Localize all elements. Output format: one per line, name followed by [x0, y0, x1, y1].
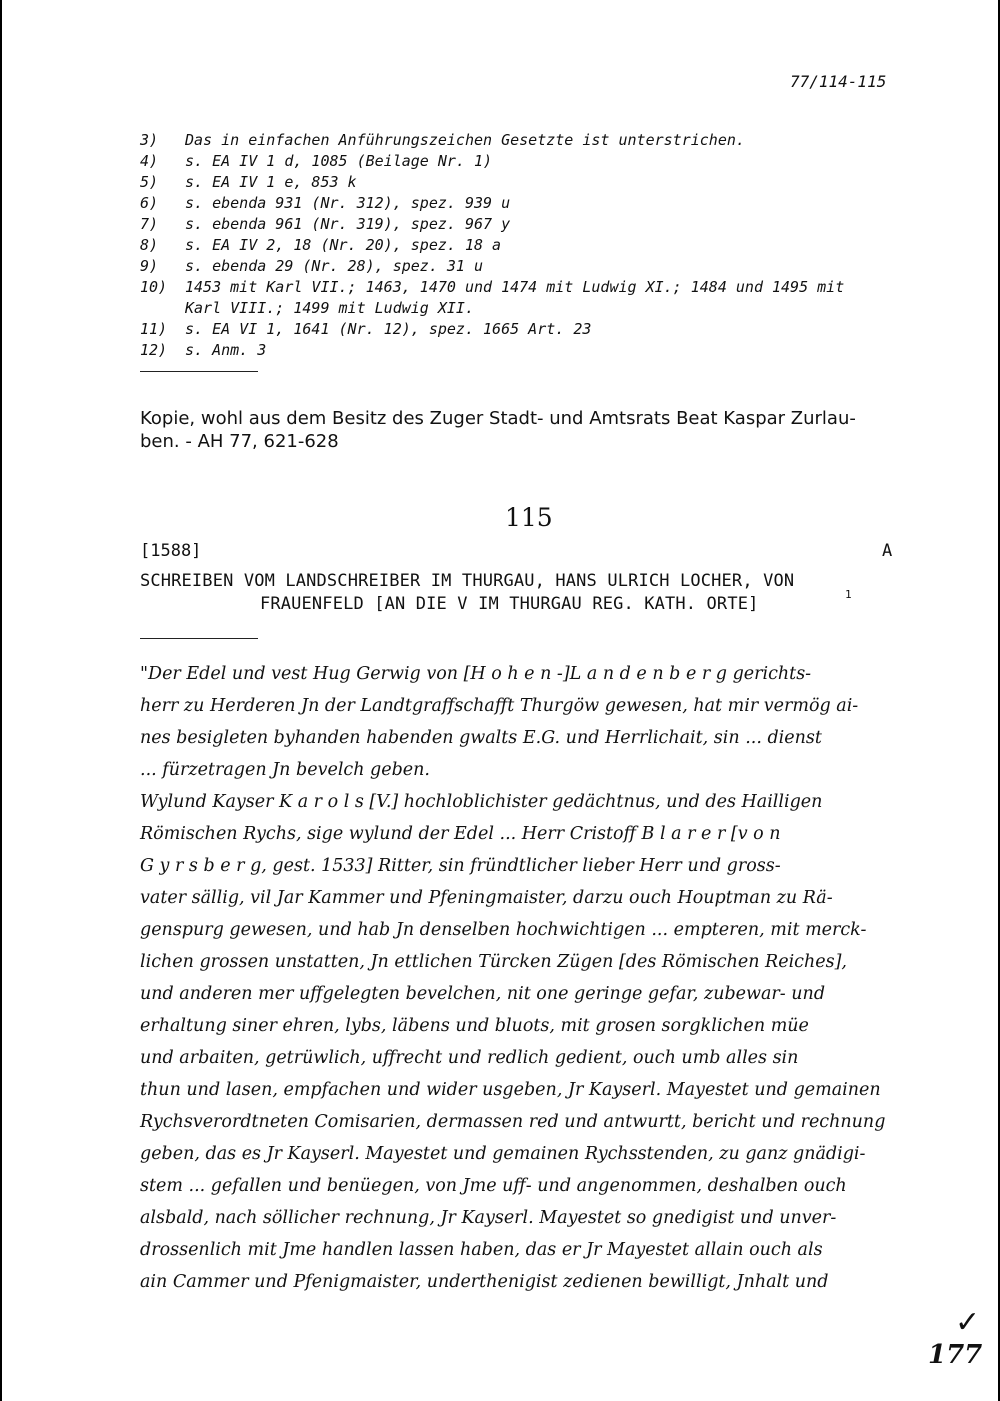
- source-note-line-2: ben. - AH 77, 621-628: [140, 431, 339, 452]
- body-line: geben, das es Jr Kayserl. Mayestet und gemainen Rychsstenden, zu ganz gnädigi-: [140, 1144, 866, 1164]
- footnote-line: [140, 278, 844, 296]
- body-line: alsbald, nach söllicher rechnung, Jr Kayserl. Mayestet so gnedigist und unver-: [140, 1208, 837, 1228]
- footnote-number: 11): [140, 320, 168, 338]
- body-line: vater sällig, vil Jar Kammer und Pfeningmaister, darzu ouch Houptman zu Rä-: [140, 888, 833, 908]
- body-line: ... fürzetragen Jn bevelch geben.: [140, 760, 430, 780]
- body-line: drossenlich mit Jme handlen lassen haben, das er Jr Mayestet allain ouch als: [140, 1240, 823, 1260]
- footnote-text: s. EA VI 1, 1641 (Nr. 12), spez. 1665 Art. 23: [185, 320, 592, 338]
- footnote-line: [140, 194, 510, 212]
- footnote-text: Karl VIII.; 1499 mit Ludwig XII.: [185, 299, 474, 317]
- footnote-number: 5): [140, 173, 159, 191]
- footnote-text: s. EA IV 2, 18 (Nr. 20), spez. 18 a: [185, 236, 502, 254]
- body-line: Rychsverordtneten Comisarien, dermassen red und antwurtt, bericht und rechnung: [140, 1112, 886, 1132]
- footnote-line: [140, 215, 510, 233]
- body-line: erhaltung siner ehren, lybs, läbens und bluots, mit grosen sorgklichen müe: [140, 1016, 809, 1036]
- version-letter: A: [882, 541, 893, 561]
- document-number: 115: [505, 503, 553, 532]
- footnote-line: [140, 173, 357, 191]
- footnote-number: 4): [140, 152, 159, 170]
- heading-footnote-ref: 1: [845, 588, 852, 601]
- body-line: thun und lasen, empfachen und wider usgeben, Jr Kayserl. Mayestet und gemainen: [140, 1080, 881, 1100]
- body-line: lichen grossen unstatten, Jn ettlichen Türcken Zügen [des Römischen Reiches],: [140, 952, 847, 972]
- footnote-text: s. ebenda 931 (Nr. 312), spez. 939 u: [185, 194, 511, 212]
- body-line: Römischen Rychs, sige wylund der Edel ... Herr Cristoff B l a r e r [v o n: [140, 824, 781, 844]
- archive-stamp-number: 177: [928, 1340, 983, 1370]
- footnote-text: s. EA IV 1 e, 853 k: [185, 173, 357, 191]
- body-line: ain Cammer und Pfenigmaister, underthenigist zedienen bewilligt, Jnhalt und: [140, 1272, 829, 1292]
- body-line: stem ... gefallen und benüegen, von Jme uff- und angenommen, deshalben ouch: [140, 1176, 847, 1196]
- footnote-line: [140, 299, 474, 317]
- body-line: "Der Edel und vest Hug Gerwig von [H o h e n -]L a n d e n b e r g gerichts-: [140, 664, 812, 684]
- footnote-line: [140, 236, 501, 254]
- footnote-text: s. ebenda 29 (Nr. 28), spez. 31 u: [185, 257, 484, 275]
- margin-checkmark: ✓: [955, 1305, 981, 1340]
- footnote-line: [140, 131, 745, 149]
- footnote-text: 1453 mit Karl VII.; 1463, 1470 und 1474 mit Ludwig XI.; 1484 und 1495 mit: [185, 278, 845, 296]
- footnote-number: 10): [140, 278, 168, 296]
- footnote-text: s. ebenda 961 (Nr. 319), spez. 967 y: [185, 215, 511, 233]
- footnote-number: 7): [140, 215, 159, 233]
- footnote-text: Das in einfachen Anführungszeichen Gesetzte ist unterstrichen.: [185, 131, 745, 149]
- footnote-number: 8): [140, 236, 159, 254]
- heading-line-2: FRAUENFELD [AN DIE V IM THURGAU REG. KATH. ORTE]: [260, 594, 759, 614]
- body-line: herr zu Herderen Jn der Landtgraffschafft Thurgöw gewesen, hat mir vermög ai-: [140, 696, 859, 716]
- date: [1588]: [140, 541, 202, 561]
- footnote-line: [140, 341, 266, 359]
- footnote-text: s. EA IV 1 d, 1085 (Beilage Nr. 1): [185, 152, 493, 170]
- footnote-line: [140, 152, 492, 170]
- body-line: Wylund Kayser K a r o l s [V.] hochloblichister gedächtnus, und des Hailligen: [140, 792, 823, 812]
- body-line: nes besigleten byhanden habenden gwalts E.G. und Herrlichait, sin ... dienst: [140, 728, 822, 748]
- body-line: und anderen mer uffgelegten bevelchen, nit one geringe gefar, zubewar- und: [140, 984, 826, 1004]
- footnote-text: s. Anm. 3: [185, 341, 267, 359]
- footnote-number: 6): [140, 194, 159, 212]
- footnote-line: [140, 320, 591, 338]
- footnote-number: 3): [140, 131, 159, 149]
- footnote-line: [140, 257, 483, 275]
- body-line: und arbaiten, getrüwlich, uffrecht und redlich gedient, ouch umb alles sin: [140, 1048, 799, 1068]
- scan-border-left: [0, 0, 2, 1401]
- footnote-separator: [140, 371, 258, 372]
- heading-line-1: SCHREIBEN VOM LANDSCHREIBER IM THURGAU, HANS ULRICH LOCHER, VON: [140, 571, 795, 591]
- body-line: genspurg gewesen, und hab Jn denselben hochwichtigen ... empteren, mit merck-: [140, 920, 867, 940]
- footnote-number: 9): [140, 257, 159, 275]
- source-note-line-1: Kopie, wohl aus dem Besitz des Zuger Stadt- und Amtsrats Beat Kaspar Zurlau-: [140, 408, 856, 429]
- page-number: 77/114-115: [790, 72, 887, 91]
- heading-separator: [140, 638, 258, 639]
- body-line: G y r s b e r g, gest. 1533] Ritter, sin fründtlicher lieber Herr und gross-: [140, 856, 781, 876]
- footnote-number: 12): [140, 341, 168, 359]
